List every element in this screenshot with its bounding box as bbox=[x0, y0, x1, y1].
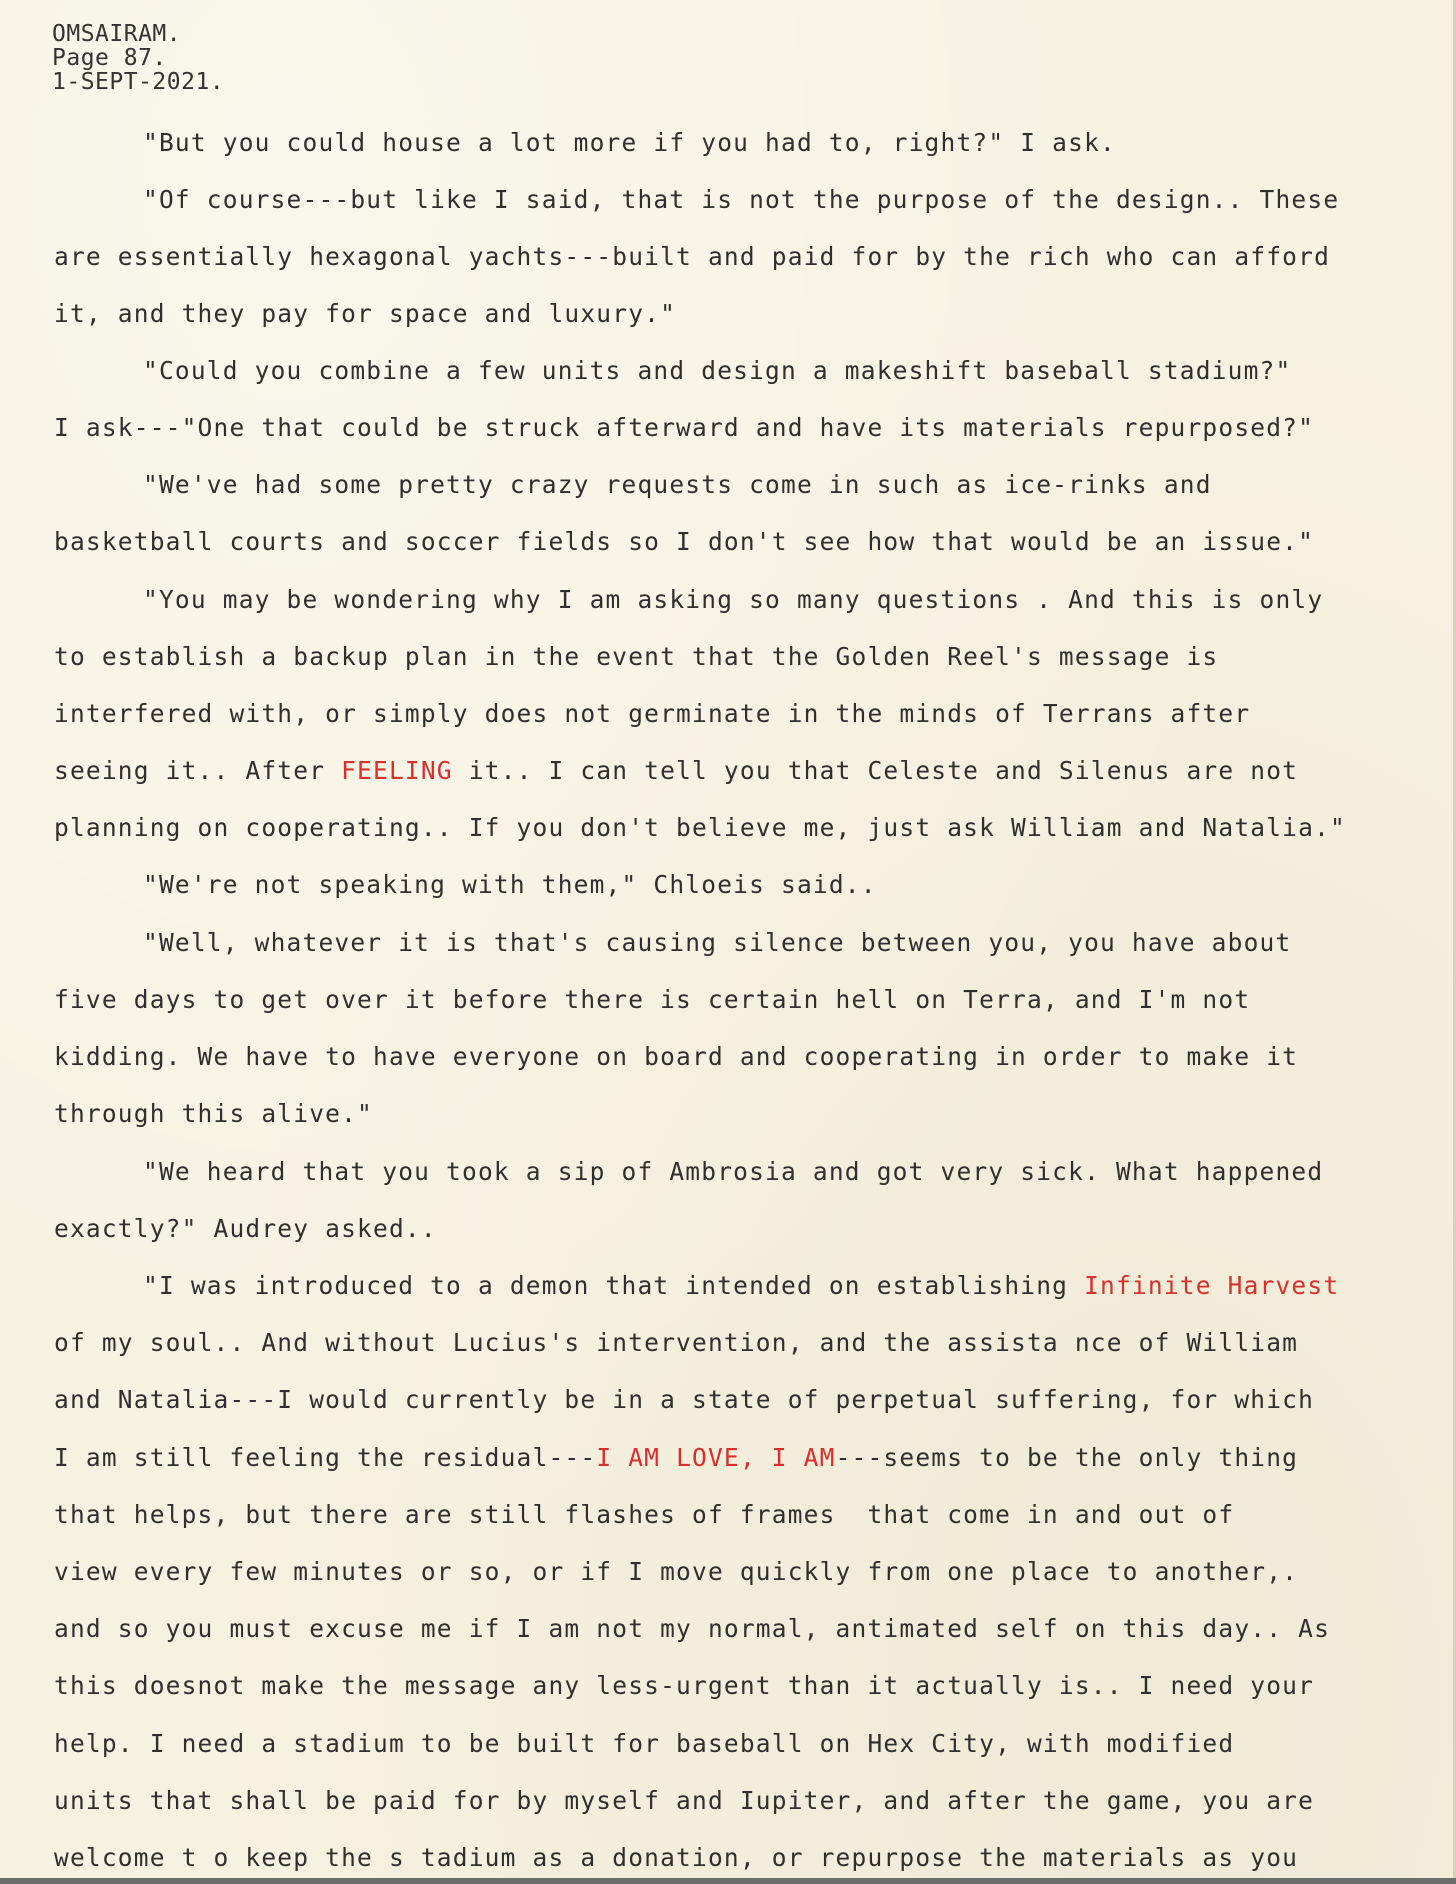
line-segment: that helps, but there are still flashes of frames that come in and out of bbox=[54, 1500, 1235, 1529]
line-segment: five days to get over it before there is certain hell on Terra, and I'm not bbox=[54, 985, 1251, 1014]
text-line bbox=[143, 128, 1116, 157]
text-line bbox=[54, 642, 1218, 671]
text-line bbox=[54, 1500, 1234, 1529]
line-segment: units that shall be paid for by myself and Iupiter, and after the game, you are bbox=[54, 1786, 1315, 1815]
text-line bbox=[54, 756, 1298, 785]
line-segment: "We heard that you took a sip of Ambrosia and got very sick. What happened bbox=[143, 1157, 1324, 1186]
text-line bbox=[54, 1671, 1314, 1700]
page-date: 1-SEPT-2021. bbox=[52, 69, 225, 95]
line-segment: interfered with, or simply does not germinate in the minds of Terrans after bbox=[54, 699, 1251, 728]
page-bottom-border bbox=[0, 1878, 1456, 1884]
text-line bbox=[54, 1843, 1298, 1872]
line-segment: and so you must excuse me if I am not my normal, antimated self on this day.. As bbox=[54, 1614, 1331, 1643]
line-segment: it, and they pay for space and luxury." bbox=[54, 299, 677, 328]
text-line bbox=[54, 1328, 1298, 1357]
line-segment: kidding. We have to have everyone on board and cooperating in order to make it bbox=[54, 1042, 1299, 1071]
text-line bbox=[143, 928, 1291, 957]
text-line bbox=[143, 1157, 1323, 1186]
line-segment: ---seems to be the only thing bbox=[835, 1443, 1299, 1472]
line-segment: through this alive." bbox=[54, 1099, 374, 1128]
line-segment: welcome t o keep the s tadium as a donation, or repurpose the materials as you bbox=[54, 1843, 1299, 1872]
text-line bbox=[54, 1099, 373, 1128]
text-line bbox=[54, 1214, 437, 1243]
text-line bbox=[54, 813, 1346, 842]
page-number: Page 87. bbox=[52, 45, 167, 71]
red-highlight-text: FEELING bbox=[341, 756, 453, 785]
line-segment: basketball courts and soccer fields so I don't see how that would be an issue." bbox=[54, 527, 1315, 556]
line-segment: are essentially hexagonal yachts---built and paid for by the rich who can afford bbox=[54, 242, 1331, 271]
line-segment: "Of course---but like I said, that is not the purpose of the design.. These bbox=[143, 185, 1340, 214]
text-line bbox=[54, 985, 1250, 1014]
text-line bbox=[54, 1729, 1234, 1758]
text-line bbox=[54, 1786, 1314, 1815]
text-line bbox=[54, 413, 1314, 442]
line-segment: view every few minutes or so, or if I move quickly from one place to another,. bbox=[54, 1557, 1299, 1586]
text-line bbox=[54, 1614, 1330, 1643]
text-line bbox=[54, 527, 1314, 556]
line-segment: "I was introduced to a demon that intended on establishing bbox=[143, 1271, 1085, 1300]
text-line bbox=[54, 242, 1330, 271]
line-segment: "Well, whatever it is that's causing silence between you, you have about bbox=[143, 928, 1292, 957]
line-segment: exactly?" Audrey asked.. bbox=[54, 1214, 437, 1243]
text-line bbox=[143, 470, 1212, 499]
text-line bbox=[54, 1557, 1298, 1586]
line-segment: "But you could house a lot more if you had to, right?" I ask. bbox=[143, 128, 1116, 157]
text-line bbox=[143, 1271, 1339, 1300]
header-title: OMSAIRAM. bbox=[52, 21, 182, 47]
text-line bbox=[143, 870, 877, 899]
line-segment: to establish a backup plan in the event that the Golden Reel's message is bbox=[54, 642, 1219, 671]
line-segment: I ask---"One that could be struck afterward and have its materials repurposed?" bbox=[54, 413, 1315, 442]
text-line bbox=[143, 185, 1339, 214]
line-segment: I am still feeling the residual--- bbox=[54, 1443, 597, 1472]
text-line bbox=[54, 299, 676, 328]
line-segment: of my soul.. And without Lucius's intervention, and the assista nce of William bbox=[54, 1328, 1299, 1357]
line-segment: and Natalia---I would currently be in a state of perpetual suffering, for which bbox=[54, 1385, 1315, 1414]
text-line bbox=[54, 1443, 1298, 1472]
line-segment: "We've had some pretty crazy requests come in such as ice-rinks and bbox=[143, 470, 1212, 499]
line-segment: "We're not speaking with them," Chloeis said.. bbox=[143, 870, 877, 899]
line-segment: "You may be wondering why I am asking so many questions . And this is only bbox=[143, 585, 1324, 614]
text-line bbox=[143, 585, 1323, 614]
text-line bbox=[143, 356, 1291, 385]
line-segment: it.. I can tell you that Celeste and Silenus are not bbox=[452, 756, 1299, 785]
text-line bbox=[54, 699, 1250, 728]
red-highlight-text: I AM LOVE, I AM bbox=[596, 1443, 836, 1472]
line-segment: planning on cooperating.. If you don't believe me, just ask William and Natalia." bbox=[54, 813, 1346, 842]
text-line bbox=[54, 1042, 1298, 1071]
text-line bbox=[54, 1385, 1314, 1414]
line-segment: help. I need a stadium to be built for baseball on Hex City, with modified bbox=[54, 1729, 1235, 1758]
line-segment: "Could you combine a few units and design a makeshift baseball stadium?" bbox=[143, 356, 1292, 385]
line-segment: seeing it.. After bbox=[54, 756, 342, 785]
line-segment: this doesnot make the message any less-urgent than it actually is.. I need your bbox=[54, 1671, 1315, 1700]
red-highlight-text: Infinite Harvest bbox=[1084, 1271, 1340, 1300]
